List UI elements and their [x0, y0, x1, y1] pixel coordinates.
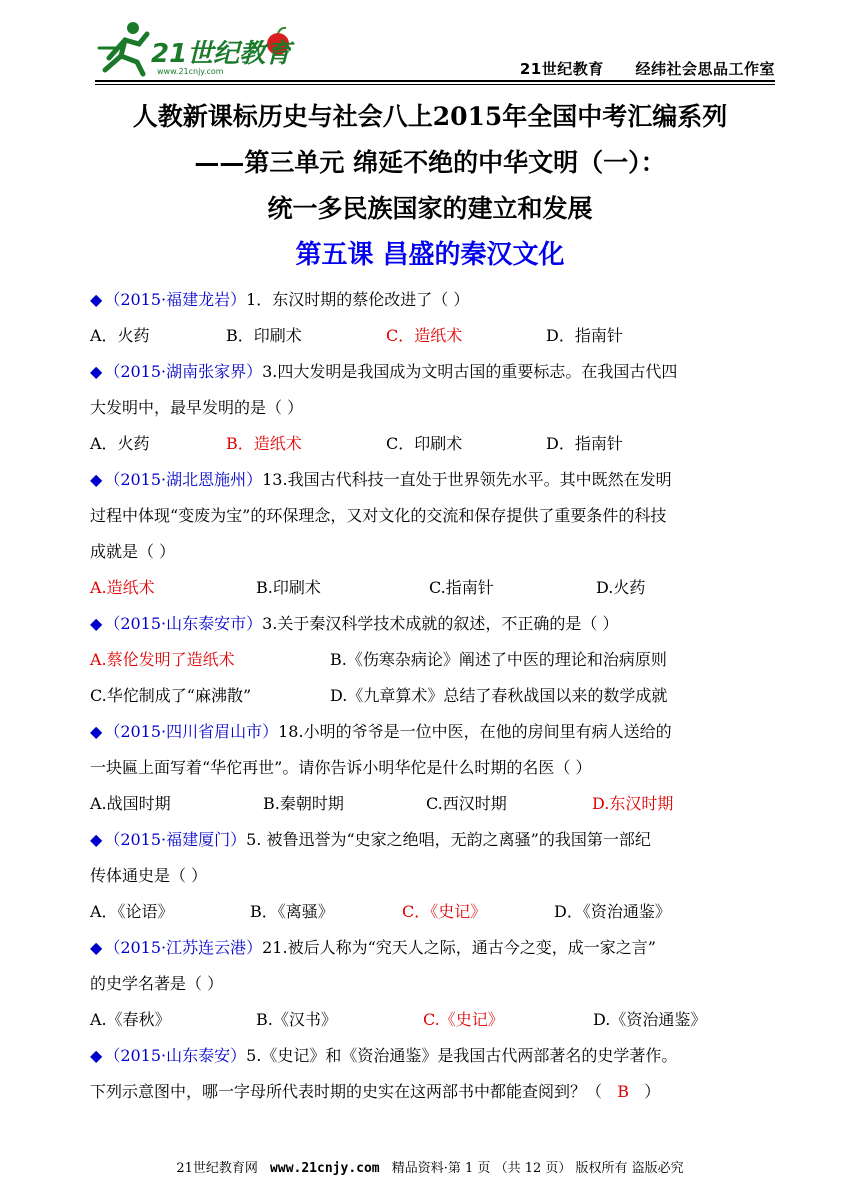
diamond-icon: ◆ [90, 614, 103, 633]
question-source: （2015·福建龙岩） [104, 290, 247, 309]
question-list [90, 282, 780, 1110]
option-b: B．印刷术 [226, 326, 302, 345]
header-rule [95, 80, 775, 82]
question-2 [90, 354, 780, 390]
question-5-options [90, 786, 780, 822]
option-c: C.华佗制成了“麻沸散” [90, 686, 252, 705]
question-source: （2015·山东泰安） [104, 1046, 247, 1065]
question-8 [90, 1038, 780, 1074]
question-stem-cont: 下列示意图中，哪一字母所代表时期的史实在这两部书中都能查阅到？ [90, 1082, 587, 1101]
option-d: D.《资治通鉴》 [593, 1010, 707, 1029]
diamond-icon: ◆ [90, 362, 103, 381]
21cnjy-logo [95, 18, 295, 78]
question-stem: 3.四大发明是我国成为文明古国的重要标志。在我国古代四 [262, 362, 678, 381]
question-6-options [90, 894, 780, 930]
option-d: D．《资治通鉴》 [554, 902, 671, 921]
question-stem: 3.关于秦汉科学技术成就的叙述，不正确的是（ ） [262, 614, 619, 633]
question-2-options [90, 426, 780, 462]
question-source: （2015·四川省眉山市） [104, 722, 279, 741]
footer-site: 21世纪教育网 [176, 1161, 258, 1176]
main-title: 人教新课标历史与社会八上2015年全国中考汇编系列 [132, 102, 728, 131]
unit-subtitle: 统一多民族国家的建立和发展 [267, 194, 593, 223]
footer-url[interactable]: www.21cnjy.com [270, 1161, 380, 1176]
question-stem-cont: 一块匾上面写着“华佗再世”。请你告诉小明华佗是什么时期的名医（ ） [90, 758, 592, 777]
title-block [0, 92, 860, 278]
question-stem: 13.我国古代科技一直处于世界领先水平。其中既然在发明 [262, 470, 672, 489]
question-stem-cont: 的史学名著是（ ） [90, 974, 224, 993]
question-7-options [90, 1002, 780, 1038]
question-3 [90, 462, 780, 498]
question-stem: 5.《史记》和《资治通鉴》是我国古代两部著名的史学著作。 [246, 1046, 678, 1065]
option-c: C.指南针 [429, 578, 494, 597]
question-6 [90, 822, 780, 858]
question-1-options [90, 318, 780, 354]
option-a: A.战国时期 [90, 794, 171, 813]
diamond-icon: ◆ [90, 1046, 103, 1065]
option-c-answer: C.《史记》 [423, 1010, 504, 1029]
option-d: D.《九章算术》总结了春秋战国以来的数学成就 [330, 686, 668, 705]
question-4 [90, 606, 780, 642]
diamond-icon: ◆ [90, 722, 103, 741]
question-3-options [90, 570, 780, 606]
option-c-answer: C．造纸术 [386, 326, 463, 345]
option-d: D.火药 [596, 578, 646, 597]
diamond-icon: ◆ [90, 938, 103, 957]
option-a-answer: A.蔡伦发明了造纸术 [90, 650, 235, 669]
svg-text:21世纪教育: 21世纪教育 [151, 39, 292, 69]
option-a: A．火药 [90, 326, 150, 345]
answer-inline: B [617, 1082, 630, 1101]
option-d: D．指南针 [546, 434, 623, 453]
header-org [520, 58, 775, 79]
option-a: A．火药 [90, 434, 150, 453]
page-footer [0, 1157, 860, 1176]
question-4-options-row1 [90, 642, 780, 678]
question-stem: 21.被后人称为“究天人之际，通古今之变，成一家之言” [262, 938, 656, 957]
footer-page-info: 精品资料·第 1 页 （共 12 页） 版权所有 盗版必究 [391, 1161, 684, 1176]
org-name: 21世纪教育 [519, 60, 604, 78]
header-rule-thin [95, 84, 775, 85]
question-source: （2015·湖南张家界） [104, 362, 263, 381]
option-a: A．《论语》 [90, 902, 174, 921]
diamond-icon: ◆ [90, 830, 103, 849]
question-1 [90, 282, 780, 318]
option-b-answer: B．造纸术 [226, 434, 302, 453]
diamond-icon: ◆ [90, 290, 103, 309]
question-stem-cont: 成就是（ ） [90, 542, 176, 561]
svg-text:www.21cnjy.com: www.21cnjy.com [157, 67, 224, 76]
option-b: B.《伤寒杂病论》阐述了中医的理论和治病原则 [330, 650, 667, 669]
question-stem: 18.小明的爷爷是一位中医，在他的房间里有病人送给的 [278, 722, 672, 741]
page-header [95, 18, 775, 80]
question-stem-cont: 传体通史是（ ） [90, 866, 208, 885]
option-d-answer: D.东汉时期 [592, 794, 674, 813]
option-a-answer: A.造纸术 [90, 578, 155, 597]
question-5 [90, 714, 780, 750]
option-b: B．《离骚》 [250, 902, 334, 921]
diamond-icon: ◆ [90, 470, 103, 489]
question-7 [90, 930, 780, 966]
question-source: （2015·福建厦门） [104, 830, 247, 849]
lesson-title: 第五课 昌盛的秦汉文化 [295, 240, 565, 270]
option-a: A.《春秋》 [90, 1010, 171, 1029]
option-c: C．印刷术 [386, 434, 463, 453]
question-4-options-row2 [90, 678, 780, 714]
option-c: C.西汉时期 [426, 794, 507, 813]
studio-name: 经纬社会思品工作室 [635, 60, 775, 78]
question-8-stem-cont: 下列示意图中，哪一字母所代表时期的史实在这两部书中都能查阅到？（ B ） [90, 1082, 661, 1101]
question-stem-cont: 大发明中，最早发明的是（ ） [90, 398, 304, 417]
question-source: （2015·山东泰安市） [104, 614, 263, 633]
question-stem: 5. 被鲁迅誉为“史家之绝唱，无韵之离骚”的我国第一部纪 [246, 830, 651, 849]
question-stem: 1．东汉时期的蔡伦改进了（ ） [246, 290, 470, 309]
question-source: （2015·江苏连云港） [104, 938, 263, 957]
option-d: D．指南针 [546, 326, 623, 345]
option-b: B.《汉书》 [256, 1010, 337, 1029]
option-b: B.印刷术 [256, 578, 321, 597]
unit-title: ——第三单元 绵延不绝的中华文明（一）： [194, 148, 666, 177]
option-c-answer: C．《史记》 [402, 902, 487, 921]
question-stem-cont: 过程中体现“变废为宝”的环保理念，又对文化的交流和保存提供了重要条件的科技 [90, 506, 667, 525]
question-source: （2015·湖北恩施州） [104, 470, 263, 489]
option-b: B.秦朝时期 [263, 794, 344, 813]
